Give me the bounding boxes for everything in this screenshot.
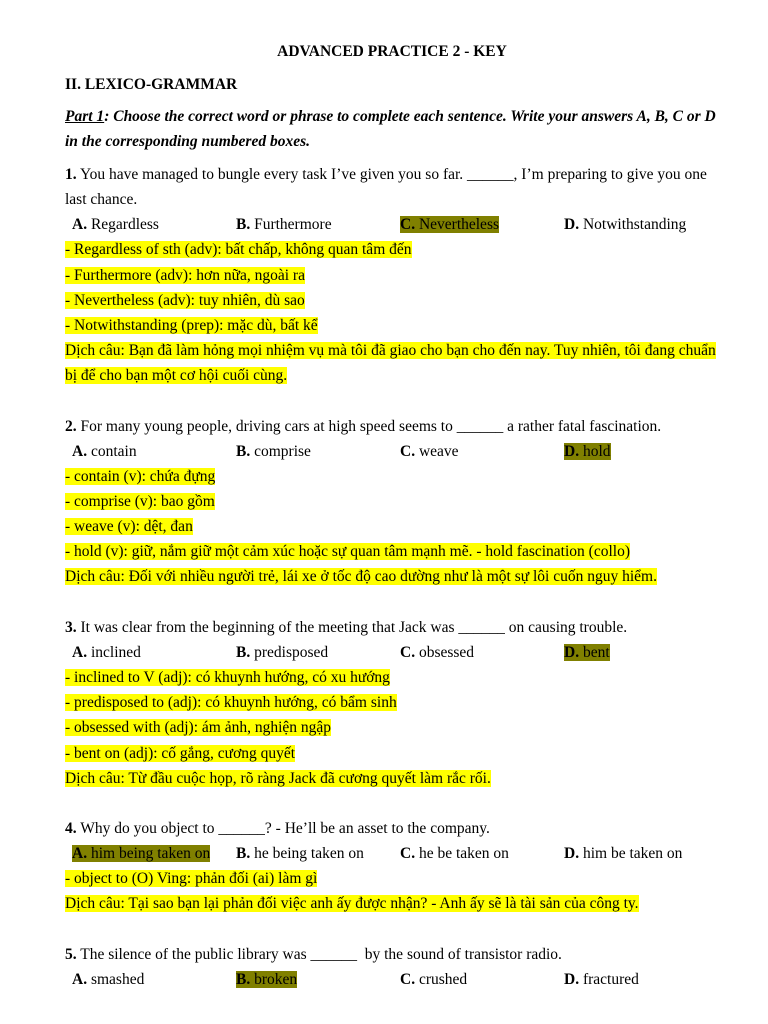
option-text: him being taken on xyxy=(90,845,211,863)
vocab-note-text: - bent on (adj): cố gắng, cương quyết xyxy=(65,744,296,762)
option-letter: D. xyxy=(564,216,580,234)
option-letter: A. xyxy=(72,643,88,661)
option-a xyxy=(72,967,236,992)
options-row xyxy=(65,967,725,992)
option-text: contain xyxy=(90,442,137,460)
option-d xyxy=(564,212,725,237)
correct-answer-highlight xyxy=(400,216,499,233)
question-stem: The silence of the public library was ______ by the sound of transistor radio. xyxy=(80,945,562,963)
option-box xyxy=(236,644,328,661)
option-box xyxy=(400,971,467,988)
option-text: he being taken on xyxy=(254,845,364,863)
question-block xyxy=(65,615,725,791)
option-text: him be taken on xyxy=(582,845,683,863)
option-text: broken xyxy=(254,970,298,988)
option-text: Regardless xyxy=(90,216,159,234)
vocab-note xyxy=(65,715,725,740)
option-text: Nevertheless xyxy=(418,216,500,234)
question-number: 3. xyxy=(65,618,77,636)
option-text: fractured xyxy=(582,970,639,988)
option-a xyxy=(72,439,236,464)
option-letter: A. xyxy=(72,845,88,863)
question-stem-line xyxy=(65,162,725,212)
vocab-note xyxy=(65,866,725,891)
option-box xyxy=(564,971,639,988)
translation-text: Dịch câu: Đối với nhiều người trẻ, lái xe ở tốc độ cao dường như là một sự lôi cuốn nguy hiểm. xyxy=(65,568,657,586)
option-letter: B. xyxy=(236,442,251,460)
question-stem-line xyxy=(65,816,725,841)
option-b xyxy=(236,967,400,992)
translation-note xyxy=(65,891,725,916)
option-box xyxy=(564,845,682,862)
translation-note xyxy=(65,766,725,791)
options-row xyxy=(65,439,725,464)
vocab-note xyxy=(65,514,725,539)
options-row xyxy=(65,841,725,866)
option-box xyxy=(236,845,364,862)
option-letter: A. xyxy=(72,216,88,234)
option-letter: B. xyxy=(236,845,251,863)
vocab-note-text: - contain (v): chứa đựng xyxy=(65,467,216,485)
question-stem-line xyxy=(65,942,725,967)
option-box xyxy=(236,216,332,233)
vocab-note xyxy=(65,665,725,690)
option-text: Notwithstanding xyxy=(582,216,687,234)
option-a xyxy=(72,212,236,237)
question-number: 2. xyxy=(65,417,77,435)
vocab-note-text: - comprise (v): bao gồm xyxy=(65,492,215,510)
option-text: crushed xyxy=(418,970,468,988)
option-letter: C. xyxy=(400,216,416,234)
option-text: bent xyxy=(582,643,610,661)
correct-answer-highlight xyxy=(564,644,610,661)
document-body xyxy=(65,39,725,992)
option-text: weave xyxy=(418,442,459,460)
option-d xyxy=(564,439,725,464)
option-c xyxy=(400,841,564,866)
vocab-note-text: - hold (v): giữ, nắm giữ một cảm xúc hoặc sự quan tâm mạnh mẽ. - hold fascination (collo) xyxy=(65,543,630,561)
correct-answer-highlight xyxy=(564,443,611,460)
option-text: predisposed xyxy=(254,643,329,661)
vocab-note-text: - Nevertheless (adv): tuy nhiên, dù sao xyxy=(65,291,305,309)
question-stem-line xyxy=(65,414,725,439)
question-block xyxy=(65,162,725,388)
option-box xyxy=(72,971,144,988)
option-b xyxy=(236,439,400,464)
part-instruction xyxy=(65,104,725,154)
vocab-note-text: - Regardless of sth (adv): bất chấp, không quan tâm đến xyxy=(65,241,412,259)
question-block xyxy=(65,816,725,917)
correct-answer-highlight xyxy=(236,971,297,988)
option-letter: D. xyxy=(564,970,580,988)
question-block xyxy=(65,942,725,992)
option-box xyxy=(236,443,311,460)
option-text: obsessed xyxy=(418,643,475,661)
correct-answer-highlight xyxy=(72,845,210,862)
option-c xyxy=(400,967,564,992)
option-letter: C. xyxy=(400,970,416,988)
vocab-note-text: - Notwithstanding (prep): mặc dù, bất kể xyxy=(65,316,318,334)
translation-note xyxy=(65,564,725,589)
option-a xyxy=(72,841,236,866)
option-letter: D. xyxy=(564,845,580,863)
option-box xyxy=(72,443,137,460)
option-letter: C. xyxy=(400,442,416,460)
vocab-note xyxy=(65,313,725,338)
option-letter: D. xyxy=(564,442,580,460)
option-letter: B. xyxy=(236,216,251,234)
options-row xyxy=(65,640,725,665)
question-number: 1. xyxy=(65,165,77,183)
option-text: comprise xyxy=(254,442,311,460)
vocab-note xyxy=(65,263,725,288)
translation-note xyxy=(65,338,725,388)
vocab-note-text: - weave (v): dệt, đan xyxy=(65,518,193,536)
option-text: Furthermore xyxy=(254,216,332,234)
option-box xyxy=(564,216,686,233)
option-c xyxy=(400,439,564,464)
question-block xyxy=(65,414,725,590)
vocab-note xyxy=(65,741,725,766)
option-d xyxy=(564,640,725,665)
document-title: ADVANCED PRACTICE 2 - KEY xyxy=(277,43,507,60)
option-b xyxy=(236,212,400,237)
vocab-note-text: - Furthermore (adv): hơn nữa, ngoài ra xyxy=(65,266,305,284)
vocab-note xyxy=(65,288,725,313)
option-text: he be taken on xyxy=(418,845,509,863)
option-box xyxy=(400,644,474,661)
vocab-note-text: - object to (O) Ving: phản đối (ai) làm gì xyxy=(65,870,318,888)
option-letter: A. xyxy=(72,970,88,988)
question-number: 4. xyxy=(65,820,77,838)
option-box xyxy=(400,845,509,862)
option-letter: C. xyxy=(400,643,416,661)
vocab-note xyxy=(65,237,725,262)
question-list xyxy=(65,162,725,992)
translation-text: Dịch câu: Bạn đã làm hỏng mọi nhiệm vụ mà tôi đã giao cho bạn cho đến nay. Tuy nhiên, tôi đang chuẩn bị để cho bạn một cơ hội cuối cùng. xyxy=(65,342,716,385)
question-stem: Why do you object to ______? - He’ll be an asset to the company. xyxy=(80,820,490,838)
option-box xyxy=(72,216,159,233)
option-c xyxy=(400,640,564,665)
section-heading: II. LEXICO-GRAMMAR xyxy=(65,75,238,93)
part-label: Part 1 xyxy=(65,107,105,125)
option-letter: B. xyxy=(236,970,251,988)
question-number: 5. xyxy=(65,945,77,963)
option-box xyxy=(72,644,141,661)
option-letter: A. xyxy=(72,442,88,460)
option-text: hold xyxy=(582,442,611,460)
option-box xyxy=(400,443,459,460)
translation-text: Dịch câu: Từ đầu cuộc họp, rõ ràng Jack đã cương quyết làm rắc rối. xyxy=(65,769,491,787)
option-text: smashed xyxy=(90,970,145,988)
vocab-note-text: - inclined to V (adj): có khuynh hướng, có xu hướng xyxy=(65,669,390,687)
option-letter: C. xyxy=(400,845,416,863)
vocab-note-text: - predisposed to (adj): có khuynh hướng, có bẩm sinh xyxy=(65,694,397,712)
option-letter: D. xyxy=(564,643,580,661)
option-c xyxy=(400,212,564,237)
vocab-note xyxy=(65,464,725,489)
question-stem-line xyxy=(65,615,725,640)
vocab-note-text: - obsessed with (adj): ám ảnh, nghiện ngập xyxy=(65,719,332,737)
option-a xyxy=(72,640,236,665)
option-b xyxy=(236,640,400,665)
translation-text: Dịch câu: Tại sao bạn lại phản đối việc anh ấy được nhận? - Anh ấy sẽ là tài sản của công ty. xyxy=(65,895,639,913)
question-stem: You have managed to bungle every task I’ve given you so far. ______, I’m preparing to give you one last chance. xyxy=(65,165,711,209)
part-instruction-text: : Choose the correct word or phrase to complete each sentence. Write your answers A, B, C or D in the corresponding numbered boxes. xyxy=(65,107,716,151)
option-text: inclined xyxy=(90,643,141,661)
vocab-note xyxy=(65,690,725,715)
vocab-note xyxy=(65,539,725,564)
option-b xyxy=(236,841,400,866)
option-d xyxy=(564,841,725,866)
question-stem: For many young people, driving cars at high speed seems to ______ a rather fatal fascination. xyxy=(80,417,662,435)
question-stem: It was clear from the beginning of the meeting that Jack was ______ on causing trouble. xyxy=(80,618,628,636)
option-d xyxy=(564,967,725,992)
option-letter: B. xyxy=(236,643,251,661)
vocab-note xyxy=(65,489,725,514)
options-row xyxy=(65,212,725,237)
